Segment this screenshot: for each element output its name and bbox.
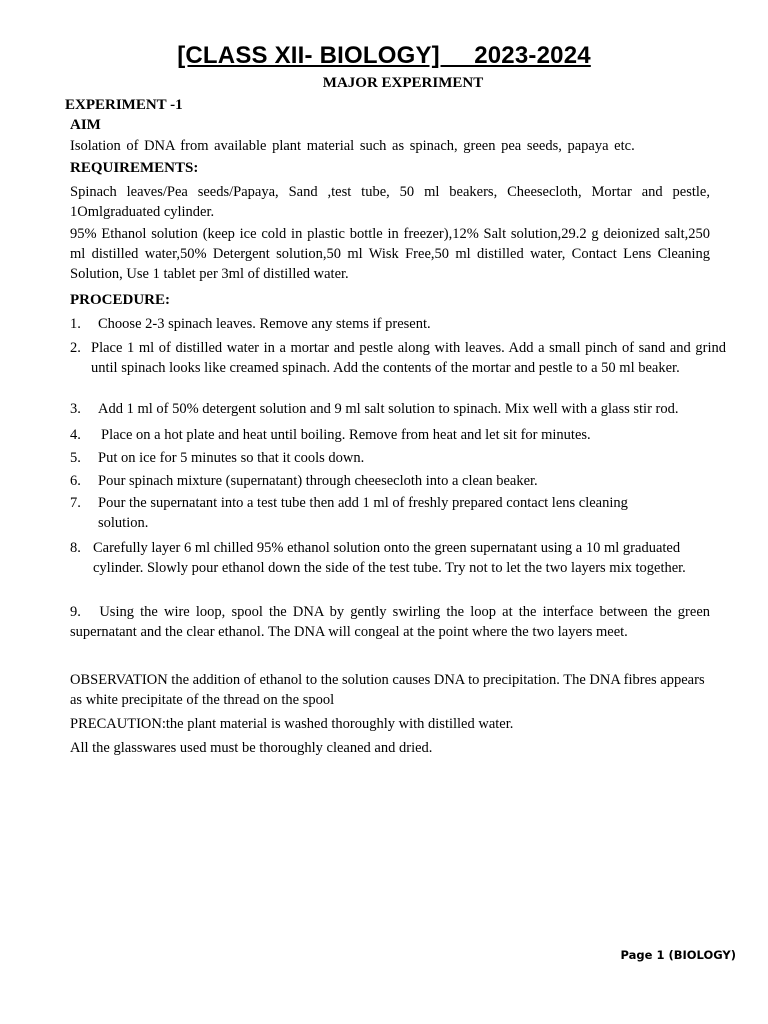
step-number: 1.	[70, 316, 81, 332]
page-title: [CLASS XII- BIOLOGY] 2023-2024	[177, 42, 591, 69]
procedure-step	[70, 314, 726, 334]
procedure-step	[70, 493, 630, 533]
procedure-step	[70, 399, 730, 419]
step-text: Place on a hot plate and heat until boiling. Remove from heat and let sit for minutes.	[101, 427, 591, 443]
step-number: 2.	[70, 340, 81, 356]
step-number: 6.	[70, 473, 81, 489]
aim-text: Isolation of DNA from available plant material such as spinach, green pea seeds, papaya etc.	[70, 138, 635, 154]
step-text: Pour spinach mixture (supernatant) through cheesecloth into a clean beaker.	[98, 473, 538, 489]
requirements-paragraph-1: Spinach leaves/Pea seeds/Papaya, Sand ,test tube, 50 ml beakers, Cheesecloth, Mortar and pestle, 1Omlgraduated cylinder.	[70, 184, 710, 220]
step-number: 3.	[70, 401, 81, 417]
step-number: 9.	[70, 604, 81, 620]
procedure-step	[70, 538, 714, 578]
page-subtitle: MAJOR EXPERIMENT	[322, 75, 484, 91]
observation-text: OBSERVATION the addition of ethanol to the solution causes DNA to precipitation. The DNA fibres appears as white precipitate of the thread on the spool	[70, 672, 705, 708]
procedure-step	[70, 425, 726, 445]
experiment-heading: EXPERIMENT -1	[65, 97, 183, 113]
step-text: Carefully layer 6 ml chilled 95% ethanol solution onto the green supernatant using a 10 ml graduated cylinder. Slowly pour ethanol down the side of the test tube. Try not to let the two layers mix together.	[93, 540, 686, 576]
procedure-step	[70, 602, 710, 642]
procedure-step	[70, 338, 726, 378]
procedure-heading: PROCEDURE:	[70, 292, 170, 308]
note-text: All the glasswares used must be thoroughly cleaned and dried.	[70, 740, 433, 756]
step-number: 8.	[70, 540, 81, 556]
step-text: Add 1 ml of 50% detergent solution and 9 ml salt solution to spinach. Mix well with a glass stir rod.	[98, 401, 679, 417]
step-text: Using the wire loop, spool the DNA by gently swirling the loop at the interface between the green supernatant and the clear ethanol. The DNA will congeal at the point where the two layers meet.	[70, 604, 710, 640]
page-footer: Page 1 (BIOLOGY)	[620, 948, 736, 962]
step-text: Place 1 ml of distilled water in a mortar and pestle along with leaves. Add a small pinch of sand and grind until spinach looks like creamed spinach. Add the contents of the mortar and pestle to a 50 ml beaker.	[91, 340, 726, 376]
requirements-heading: REQUIREMENTS:	[70, 160, 199, 176]
requirements-paragraph-2: 95% Ethanol solution (keep ice cold in plastic bottle in freezer),12% Salt solution,29.2 g deionized salt,250 ml distilled water,50% Detergent solution,50 ml Wisk Free,50 ml distilled water, Contact Lens Cleaning Solution, Use 1 tablet per 3ml of distilled water.	[70, 226, 710, 282]
procedure-step	[70, 471, 726, 491]
step-number: 7.	[70, 495, 81, 511]
step-text: Put on ice for 5 minutes so that it cools down.	[98, 450, 365, 466]
precaution-text: PRECAUTION:the plant material is washed thoroughly with distilled water.	[70, 716, 514, 732]
step-text: Choose 2-3 spinach leaves. Remove any stems if present.	[98, 316, 431, 332]
step-number: 5.	[70, 450, 81, 466]
aim-heading: AIM	[70, 117, 101, 133]
step-number: 4.	[70, 427, 81, 443]
step-text: Pour the supernatant into a test tube then add 1 ml of freshly prepared contact lens cleaning solution.	[98, 495, 628, 531]
procedure-step	[70, 448, 726, 468]
